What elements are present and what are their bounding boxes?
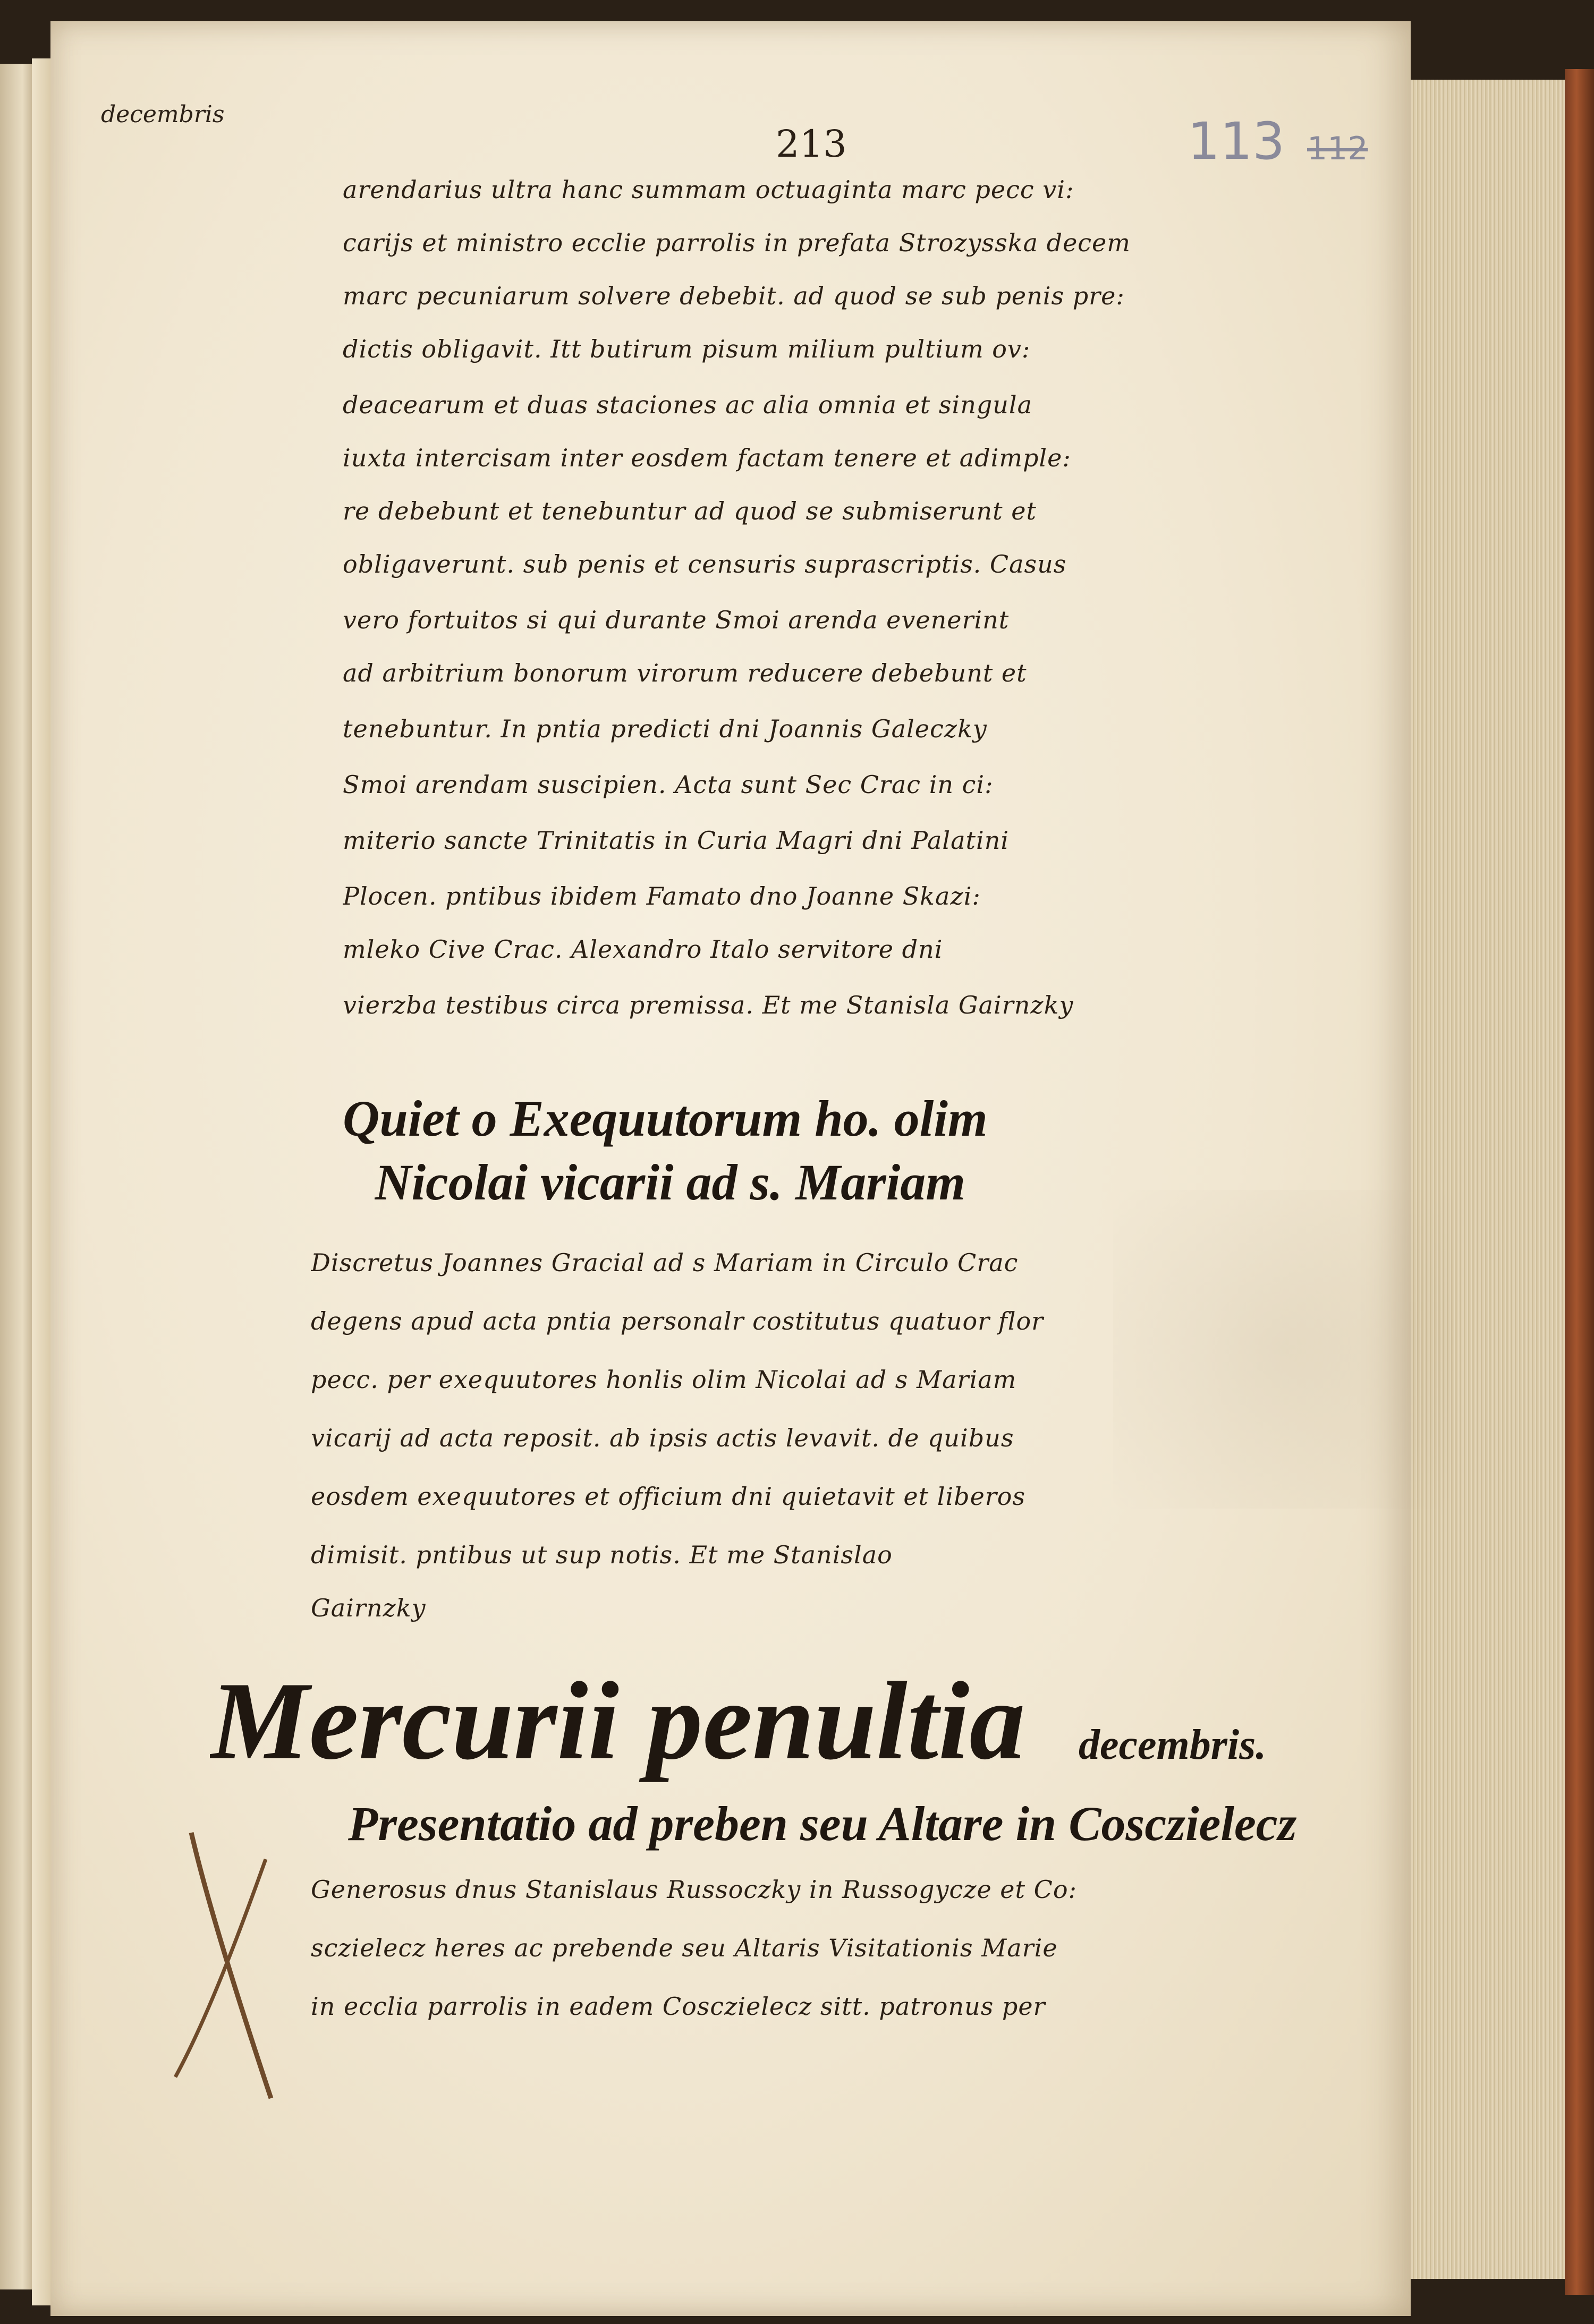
entry-heading-quietatio: Quiet o Exequutorum ho. olim	[343, 1090, 988, 1147]
entry-heading-presentatio: Presentatio ad preben seu Altare in Cosczielecz	[348, 1797, 1297, 1851]
text-line: iuxta intercisam inter eosdem factam tenere et adimple:	[343, 444, 1071, 472]
text-line: tenebuntur. In pntia predicti dni Joannis Galeczky	[343, 714, 987, 743]
text-line: ad arbitrium bonorum virorum reducere debebunt et	[343, 659, 1027, 687]
text-line: Gairnzky	[311, 1594, 426, 1622]
ink-bleed-through	[1113, 1190, 1453, 1509]
text-line: dictis obligavit. Itt butirum pisum milium pultium ov:	[343, 335, 1031, 363]
text-line: Plocen. pntibus ibidem Famato dno Joanne Skazi:	[343, 882, 981, 910]
text-line: obligaverunt. sub penis et censuris suprascriptis. Casus	[343, 550, 1067, 578]
text-line: deacearum et duas staciones ac alia omnia et singula	[343, 390, 1033, 419]
text-line: miterio sancte Trinitatis in Curia Magri dni Palatini	[343, 826, 1010, 855]
text-line: Smoi arendam suscipien. Acta sunt Sec Crac in ci:	[343, 770, 994, 799]
facing-page-gutter	[32, 58, 53, 2305]
text-line: dimisit. pntibus ut sup notis. Et me Stanislao	[311, 1540, 893, 1569]
text-line: arendarius ultra hanc summam octuaginta marc pecc vi:	[343, 175, 1074, 204]
text-line: Generosus dnus Stanislaus Russoczky in Russogycze et Co:	[311, 1875, 1078, 1904]
month-margin-note: decembris	[101, 101, 225, 128]
text-line: sczielecz heres ac prebende seu Altaris Visitationis Marie	[311, 1934, 1058, 1962]
entry-heading-quietatio-line2: Nicolai vicarii ad s. Mariam	[375, 1154, 965, 1211]
text-line: pecc. per exequutores honlis olim Nicolai ad s Mariam	[311, 1365, 1017, 1394]
text-line: vierzba testibus circa premissa. Et me Stanisla Gairnzky	[343, 991, 1074, 1019]
page-block-edges	[1411, 80, 1573, 2279]
folio-number-ink: 213	[776, 122, 847, 166]
text-line: re debebunt et tenebuntur ad quod se submiserunt et	[343, 497, 1037, 525]
text-line: mleko Cive Crac. Alexandro Italo servitore dni	[343, 935, 943, 964]
text-line: carijs et ministro ecclie parrolis in prefata Strozysska decem	[343, 228, 1131, 257]
date-heading-mercurii: Mercurii penultia	[210, 1659, 1025, 1783]
text-line: vicarij ad acta reposit. ab ipsis actis levavit. de quibus	[311, 1424, 1014, 1452]
book-cover-edge	[1565, 69, 1594, 2295]
text-line: in ecclia parrolis in eadem Cosczielecz sitt. patronus per	[311, 1992, 1046, 2021]
folio-number-pencil: 113	[1188, 112, 1285, 171]
text-line: vero fortuitos si qui durante Smoi arenda evenerint	[343, 606, 1010, 634]
text-line: marc pecuniarum solvere debebit. ad quod se sub penis pre:	[343, 282, 1125, 310]
text-line: Discretus Joannes Gracial ad s Mariam in Circulo Crac	[311, 1248, 1019, 1277]
text-line: degens apud acta pntia personalr costitutus quatuor flor	[311, 1307, 1044, 1335]
text-line: eosdem exequutores et officium dni quietavit et liberos	[311, 1482, 1026, 1511]
margin-cross-mark	[159, 1827, 287, 2104]
folio-number-pencil-struck: 112	[1307, 130, 1368, 167]
date-heading-decembris: decembris.	[1079, 1722, 1267, 1768]
